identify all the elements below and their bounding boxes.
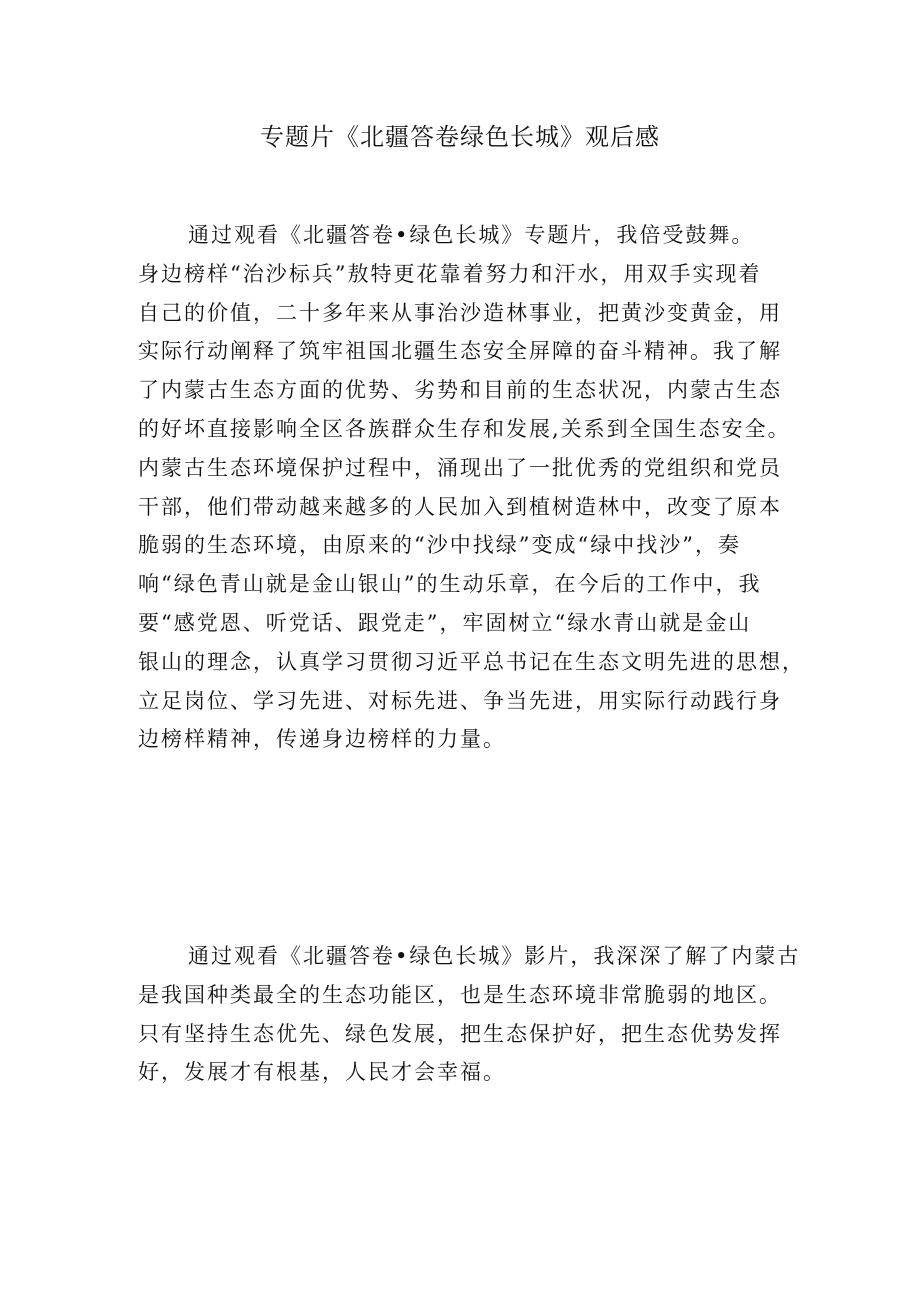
document-title: 专题片《北疆答卷绿色长城》观后感	[260, 123, 660, 151]
paragraph-1	[138, 216, 818, 759]
paragraph-line: 要“感党恩、听党话、跟党走”，牢固树立“绿水青山就是金山	[138, 610, 752, 635]
paragraph-line: 了内蒙古生态方面的优势、劣势和目前的生态状况，内蒙古生态	[138, 378, 782, 403]
paragraph-line: 实际行动阐释了筑牢祖国北疆生态安全屏障的奋斗精神。我了解	[138, 339, 782, 364]
paragraph-line: 边榜样精神，传递身边榜样的力量。	[138, 727, 506, 752]
paragraph-line: 干部，他们带动越来越多的人民加入到植树造林中，改变了原本	[138, 494, 782, 519]
paragraph-2	[138, 937, 818, 1092]
paragraph-line: 银山的理念，认真学习贯彻习近平总书记在生态文明先进的思想，	[138, 649, 805, 674]
paragraph-line: 内蒙古生态环境保护过程中，涌现出了一批优秀的党组织和党员	[138, 455, 782, 480]
paragraph-line: 立足岗位、学习先进、对标先进、争当先进，用实际行动践行身	[138, 688, 782, 713]
paragraph-line: 脆弱的生态环境，由原来的“沙中找绿”变成“绿中找沙”，奏	[138, 533, 741, 558]
paragraph-line: 是我国种类最全的生态功能区，也是生态环境非常脆弱的地区。	[138, 982, 782, 1007]
paragraph-line: 只有坚持生态优先、绿色发展，把生态保护好，把生态优势发挥	[138, 1021, 782, 1046]
paragraph-line: 身边榜样“治沙标兵”敖特更花靠着努力和汗水，用双手实现着	[138, 261, 762, 286]
paragraph-line: 通过观看《北疆答卷•绿色长城》影片，我深深了解了内蒙古	[188, 944, 801, 968]
paragraph-line: 自己的价值，二十多年来从事治沙造林事业，把黄沙变黄金，用	[138, 300, 782, 325]
paragraph-line: 好，发展才有根基，人民才会幸福。	[138, 1060, 506, 1085]
paragraph-line: 的好坏直接影响全区各族群众生存和发展,关系到全国生态安全。	[138, 416, 791, 441]
paragraph-line: 通过观看《北疆答卷•绿色长城》专题片，我倍受鼓舞。	[188, 223, 755, 247]
paragraph-line: 响“绿色青山就是金山银山”的生动乐章，在今后的工作中，我	[138, 572, 762, 597]
